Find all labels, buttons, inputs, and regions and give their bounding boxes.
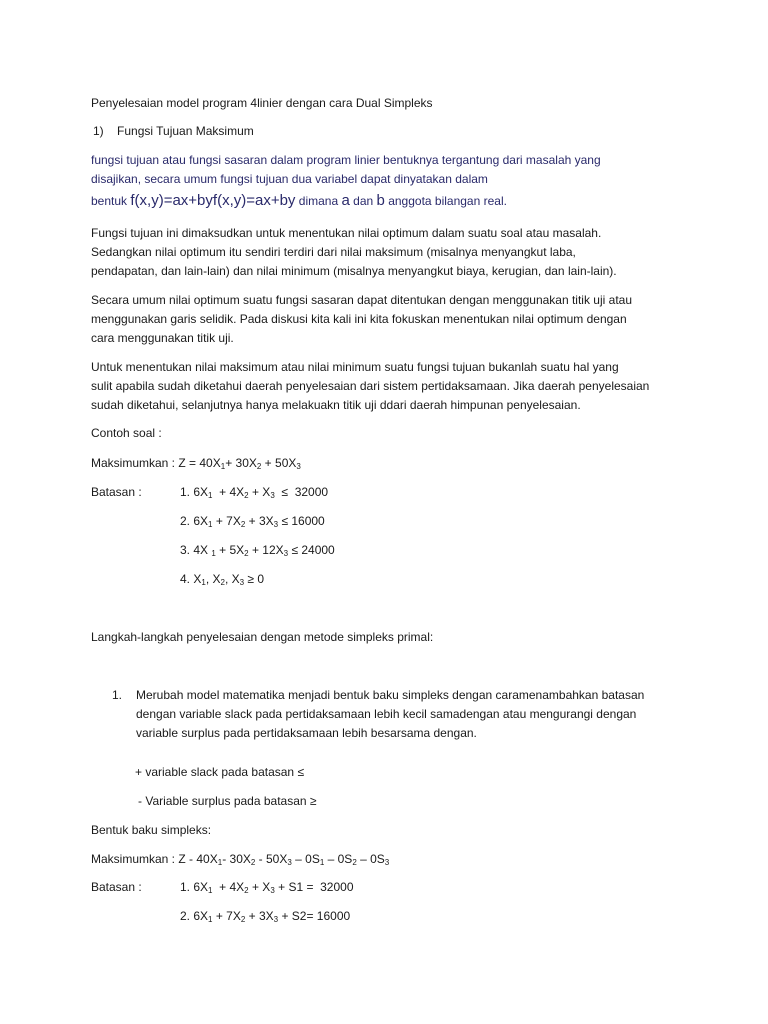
batasan-label: Batasan :	[91, 485, 142, 499]
contoh-soal-label: Contoh soal :	[91, 426, 162, 440]
objective-row	[91, 456, 301, 471]
intro-dimana: dimana	[295, 194, 342, 208]
surplus-note: - Variable surplus pada batasan ≥	[138, 794, 317, 808]
step1-line-1: Merubah model matematika menjadi bentuk baku simpleks dengan caramenambahkan batasan	[136, 688, 645, 702]
constraint-1: 1. $6X_1 + 4X_2 + X_3 \le 32000$	[180, 485, 329, 500]
intro-a: a	[341, 192, 350, 209]
para2-line-1: Secara umum nilai optimum suatu fungsi sasaran dapat ditentukan dengan menggunakan titik uji atau	[91, 293, 633, 307]
langkah-title: Langkah-langkah penyelesaian dengan metode simpleks primal:	[91, 630, 434, 644]
standard-objective-expression: Z - $40X_1-$ $30X_2 - 50X_3 - 0S_1 - 0S_2 - 0S_3$	[178, 852, 390, 867]
para1-line-1: Fungsi tujuan ini dimaksudkan untuk menentukan nilai optimum dalam suatu soal atau masalah.	[91, 226, 602, 240]
intro-dan: dan	[349, 194, 377, 208]
para3-line-3: sudah diketahui, selanjutnya hanya melakuakn titik uji ddari daerah himpunan penyelesaian.	[91, 398, 581, 412]
constraint-3: 3. 4X $_1 + 5X_2 + 12X_3 \le 24000$	[180, 543, 335, 558]
section-label: Fungsi Tujuan Maksimum	[117, 124, 254, 138]
para3-line-2: sulit apabila sudah diketahui daerah penyelesaian dari sistem pertidaksamaan. Jika daerah penyelesaian	[91, 379, 650, 393]
intro-line-2: disajikan, secara umum fungsi tujuan dua variabel dapat dinyatakan dalam	[91, 172, 488, 186]
intro-tail: anggota bilangan real.	[384, 194, 507, 208]
intro-b: b	[376, 192, 385, 209]
maksimumkan-label: Maksimumkan :	[91, 456, 176, 470]
batasan-label-2: Batasan :	[91, 880, 142, 894]
slack-note: + variable slack pada batasan ≤	[135, 765, 305, 779]
intro-bentuk: bentuk	[91, 194, 131, 208]
standard-objective-row	[91, 852, 389, 867]
constraint-2: 2. $6X_1 + 7X_2 + 3X_3 \le 16000$	[180, 514, 325, 529]
step1-line-3: variable surplus pada pertidaksamaan lebih besarsama dengan.	[136, 726, 477, 740]
para3-line-1: Untuk menentukan nilai maksimum atau nilai minimum suatu fungsi tujuan bukanlah suatu hal yang	[91, 360, 619, 374]
constraint-4: 4. $X_1$, $X_2$, $X_3 \ge 0$	[180, 572, 264, 587]
standard-constraint-2: 2. $6X_1 + 7X_2 + 3X_3 + S2= 16000$	[180, 909, 351, 924]
maksimumkan-label-2: Maksimumkan :	[91, 852, 176, 866]
para1-line-3: pendapatan, dan lain-lain) dan nilai minimum (misalnya menyangkut biaya, kerugian, dan lain-lain).	[91, 264, 617, 278]
para1-line-2: Sedangkan nilai optimum itu sendiri terdiri dari nilai maksimum (misalnya menyangkut laba,	[91, 245, 576, 259]
bentuk-baku-label: Bentuk baku simpleks:	[91, 823, 212, 837]
intro-line-1: fungsi tujuan atau fungsi sasaran dalam program linier bentuknya tergantung dari masalah yang	[91, 153, 601, 167]
para2-line-3: cara menggunakan titik uji.	[91, 331, 234, 345]
intro-formula: f(x,y)=ax+byf(x,y)=ax+by	[130, 192, 296, 209]
para2-line-2: menggunakan garis selidik. Pada diskusi kita kali ini kita fokuskan menentukan nilai optimum dengan	[91, 312, 627, 326]
section-heading	[93, 124, 254, 139]
standard-constraint-1: 1. $6X_1 + 4X_2 + X_3 + S1 = 32000$	[180, 880, 354, 895]
document-title: Penyelesaian model program 4linier dengan cara Dual Simpleks	[91, 96, 433, 110]
step1-number: 1.	[112, 688, 123, 702]
objective-expression: $Z = 40X_1+ 30X_2 + 50X_3$	[178, 456, 301, 471]
intro-line-3	[91, 192, 507, 211]
section-number: 1)	[93, 124, 104, 138]
step1-line-2: dengan variable slack pada pertidaksamaan lebih kecil samadengan atau mengurangi dengan	[136, 707, 637, 721]
